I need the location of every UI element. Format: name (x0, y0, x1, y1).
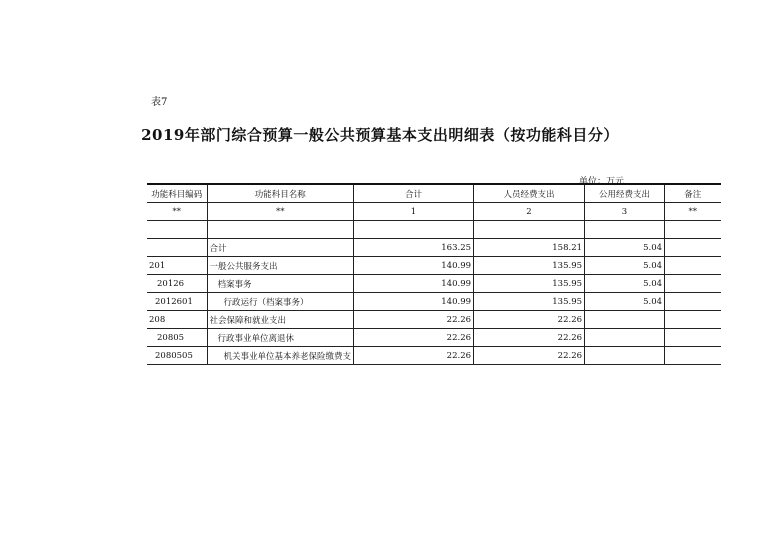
index-cell: ** (147, 203, 207, 221)
spacer-cell (474, 221, 585, 239)
cell-note (665, 311, 721, 329)
unit-label: 单位：万元 (579, 177, 625, 187)
cell-public (585, 311, 665, 329)
column-header: 功能科目名称 (207, 184, 354, 203)
cell-personnel: 135.95 (474, 293, 585, 311)
column-header: 功能科目编码 (147, 184, 207, 203)
spacer-cell (354, 221, 474, 239)
table-row (147, 239, 721, 257)
cell-total: 140.99 (354, 293, 474, 311)
spacer-cell (147, 221, 207, 239)
budget-table (147, 183, 721, 365)
cell-total: 22.26 (354, 329, 474, 347)
cell-public: 5.04 (585, 257, 665, 275)
table-row (147, 329, 721, 347)
cell-note (665, 239, 721, 257)
cell-name: 行政事业单位离退休 (207, 329, 354, 347)
spacer-row (147, 221, 721, 239)
index-cell: ** (207, 203, 354, 221)
cell-name: 机关事业单位基本养老保险缴费支 (207, 347, 354, 365)
cell-code: 2080505 (147, 347, 207, 365)
cell-code (147, 239, 207, 257)
cell-public (585, 329, 665, 347)
table-row (147, 311, 721, 329)
cell-name: 行政运行（档案事务） (207, 293, 354, 311)
cell-code: 208 (147, 311, 207, 329)
table-row (147, 275, 721, 293)
spacer-cell (207, 221, 354, 239)
index-cell: 3 (585, 203, 665, 221)
cell-name: 社会保障和就业支出 (207, 311, 354, 329)
cell-personnel: 22.26 (474, 329, 585, 347)
index-cell: 1 (354, 203, 474, 221)
table-row (147, 293, 721, 311)
index-cell: 2 (474, 203, 585, 221)
column-header: 人员经费支出 (474, 184, 585, 203)
cell-name: 一般公共服务支出 (207, 257, 354, 275)
column-header: 备注 (665, 184, 721, 203)
cell-total: 22.26 (354, 311, 474, 329)
column-header: 合计 (354, 184, 474, 203)
spacer-cell (585, 221, 665, 239)
cell-public: 5.04 (585, 293, 665, 311)
document-title: 2019年部门综合预算一般公共预算基本支出明细表（按功能科目分） (141, 126, 619, 144)
table-row (147, 347, 721, 365)
column-header: 公用经费支出 (585, 184, 665, 203)
cell-code: 20805 (147, 329, 207, 347)
index-row (147, 203, 721, 221)
cell-name: 合计 (207, 239, 354, 257)
table-header-row (147, 184, 721, 203)
cell-name: 档案事务 (207, 275, 354, 293)
cell-note (665, 347, 721, 365)
table-row (147, 257, 721, 275)
cell-code: 201 (147, 257, 207, 275)
cell-total: 163.25 (354, 239, 474, 257)
page-label: 表7 (151, 97, 168, 108)
cell-code: 20126 (147, 275, 207, 293)
cell-total: 140.99 (354, 257, 474, 275)
cell-note (665, 293, 721, 311)
cell-personnel: 135.95 (474, 275, 585, 293)
index-cell: ** (665, 203, 721, 221)
cell-public: 5.04 (585, 239, 665, 257)
cell-total: 140.99 (354, 275, 474, 293)
cell-public (585, 347, 665, 365)
cell-note (665, 329, 721, 347)
spacer-cell (665, 221, 721, 239)
cell-personnel: 158.21 (474, 239, 585, 257)
cell-personnel: 22.26 (474, 347, 585, 365)
cell-code: 2012601 (147, 293, 207, 311)
cell-note (665, 275, 721, 293)
cell-total: 22.26 (354, 347, 474, 365)
cell-public: 5.04 (585, 275, 665, 293)
cell-personnel: 22.26 (474, 311, 585, 329)
cell-note (665, 257, 721, 275)
cell-personnel: 135.95 (474, 257, 585, 275)
